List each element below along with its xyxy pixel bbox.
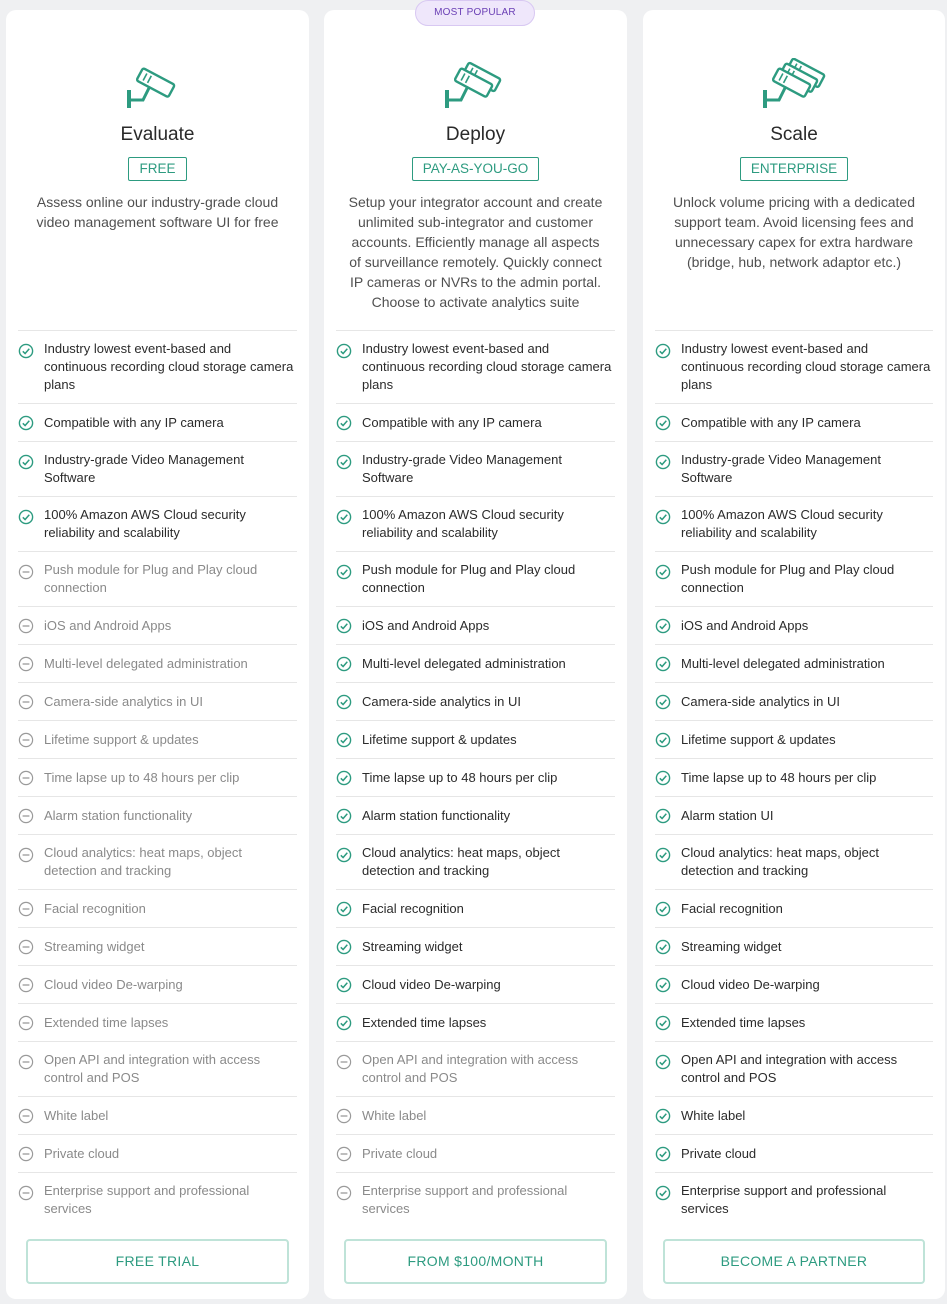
feature-item bbox=[655, 1097, 933, 1135]
feature-item bbox=[336, 797, 615, 835]
feature-item bbox=[336, 759, 615, 797]
feature-item bbox=[655, 1173, 933, 1228]
plan-description: Assess online our industry-grade cloud video management software UI for free bbox=[36, 194, 279, 230]
feature-label: 100% Amazon AWS Cloud security reliability and scalability bbox=[362, 507, 564, 540]
check-circle-icon bbox=[336, 454, 352, 470]
feature-item bbox=[18, 835, 297, 890]
feature-label: Industry-grade Video Management Software bbox=[44, 452, 244, 485]
feature-item bbox=[655, 797, 933, 835]
check-circle-icon bbox=[655, 1054, 671, 1070]
feature-label: Streaming widget bbox=[44, 938, 145, 954]
feature-item bbox=[18, 442, 297, 497]
feature-label: Streaming widget bbox=[362, 938, 463, 954]
check-circle-icon bbox=[655, 1146, 671, 1162]
feature-item bbox=[655, 331, 933, 404]
minus-circle-icon bbox=[18, 1108, 34, 1124]
feature-label: Cloud video De-warping bbox=[44, 976, 183, 992]
feature-label: Open API and integration with access control and POS bbox=[362, 1052, 579, 1085]
feature-label: Cloud analytics: heat maps, object detection and tracking bbox=[681, 845, 879, 878]
minus-circle-icon bbox=[336, 1108, 352, 1124]
feature-label: Camera-side analytics in UI bbox=[44, 693, 203, 709]
feature-item bbox=[336, 607, 615, 645]
check-circle-icon bbox=[655, 939, 671, 955]
minus-circle-icon bbox=[18, 847, 34, 863]
deploy-cta-button[interactable]: FROM $100/MONTH bbox=[344, 1239, 607, 1284]
feature-item bbox=[655, 890, 933, 928]
feature-item bbox=[18, 552, 297, 607]
minus-circle-icon bbox=[18, 939, 34, 955]
feature-label: Push module for Plug and Play cloud connection bbox=[362, 562, 576, 595]
minus-circle-icon bbox=[18, 564, 34, 580]
check-circle-icon bbox=[18, 343, 34, 359]
feature-label: Push module for Plug and Play cloud connection bbox=[44, 562, 258, 595]
feature-label: Alarm station functionality bbox=[44, 807, 193, 823]
feature-label: Cloud video De-warping bbox=[681, 976, 820, 992]
feature-item bbox=[336, 721, 615, 759]
check-circle-icon bbox=[655, 1015, 671, 1031]
feature-item bbox=[18, 928, 297, 966]
plan-pricing-badge: ENTERPRISE bbox=[740, 157, 848, 181]
feature-item bbox=[18, 1097, 297, 1135]
feature-label: Lifetime support & updates bbox=[44, 731, 199, 747]
feature-label: 100% Amazon AWS Cloud security reliability and scalability bbox=[681, 507, 883, 540]
feature-label: Facial recognition bbox=[44, 900, 146, 916]
plan-card-evaluate bbox=[6, 10, 309, 1299]
feature-item bbox=[655, 1004, 933, 1042]
feature-item bbox=[18, 607, 297, 645]
feature-list bbox=[18, 330, 297, 1228]
check-circle-icon bbox=[18, 454, 34, 470]
feature-label: Lifetime support & updates bbox=[681, 731, 836, 747]
feature-label: iOS and Android Apps bbox=[681, 617, 809, 633]
feature-label: Multi-level delegated administration bbox=[362, 655, 566, 671]
check-circle-icon bbox=[655, 847, 671, 863]
minus-circle-icon bbox=[18, 1146, 34, 1162]
feature-item bbox=[18, 645, 297, 683]
check-circle-icon bbox=[336, 1015, 352, 1031]
minus-circle-icon bbox=[18, 901, 34, 917]
feature-item bbox=[336, 404, 615, 442]
feature-label: Push module for Plug and Play cloud connection bbox=[681, 562, 895, 595]
check-circle-icon bbox=[336, 732, 352, 748]
check-circle-icon bbox=[336, 770, 352, 786]
feature-label: Extended time lapses bbox=[44, 1014, 169, 1030]
check-circle-icon bbox=[655, 343, 671, 359]
feature-label: Streaming widget bbox=[681, 938, 782, 954]
minus-circle-icon bbox=[18, 1015, 34, 1031]
feature-item bbox=[336, 683, 615, 721]
check-circle-icon bbox=[655, 618, 671, 634]
minus-circle-icon bbox=[18, 1054, 34, 1070]
minus-circle-icon bbox=[18, 770, 34, 786]
feature-item bbox=[655, 1135, 933, 1173]
feature-item bbox=[655, 645, 933, 683]
feature-item bbox=[336, 331, 615, 404]
feature-label: 100% Amazon AWS Cloud security reliability and scalability bbox=[44, 507, 246, 540]
feature-item bbox=[18, 1173, 297, 1228]
check-circle-icon bbox=[336, 656, 352, 672]
check-circle-icon bbox=[655, 770, 671, 786]
minus-circle-icon bbox=[18, 977, 34, 993]
feature-item bbox=[18, 890, 297, 928]
double-camera-icon bbox=[441, 58, 511, 114]
feature-label: White label bbox=[362, 1107, 427, 1123]
feature-item bbox=[655, 404, 933, 442]
check-circle-icon bbox=[336, 564, 352, 580]
feature-item bbox=[336, 1042, 615, 1097]
minus-circle-icon bbox=[18, 808, 34, 824]
check-circle-icon bbox=[336, 808, 352, 824]
feature-label: Private cloud bbox=[362, 1145, 438, 1161]
feature-item bbox=[336, 928, 615, 966]
check-circle-icon bbox=[655, 564, 671, 580]
plan-description: Setup your integrator account and create unlimited sub-integrator and customer accounts. Efficiently manage all aspects of surveillance remotely. Quickly connect IP cameras or NVRs to the admin portal. Choose to activate analytics suite bbox=[348, 194, 603, 310]
feature-item bbox=[336, 1097, 615, 1135]
check-circle-icon bbox=[336, 977, 352, 993]
feature-label: Camera-side analytics in UI bbox=[681, 693, 840, 709]
feature-label: Lifetime support & updates bbox=[362, 731, 517, 747]
feature-label: Industry lowest event-based and continuous recording cloud storage camera plans bbox=[44, 341, 294, 392]
scale-cta-button[interactable]: BECOME A PARTNER bbox=[663, 1239, 925, 1284]
feature-item bbox=[655, 552, 933, 607]
feature-label: White label bbox=[681, 1107, 746, 1123]
feature-item bbox=[336, 1173, 615, 1228]
feature-item bbox=[336, 835, 615, 890]
feature-item bbox=[18, 683, 297, 721]
check-circle-icon bbox=[655, 509, 671, 525]
feature-label: Facial recognition bbox=[362, 900, 464, 916]
check-circle-icon bbox=[336, 415, 352, 431]
feature-label: Alarm station UI bbox=[681, 807, 774, 823]
plan-card-scale bbox=[643, 10, 945, 1299]
feature-item bbox=[655, 835, 933, 890]
minus-circle-icon bbox=[18, 732, 34, 748]
feature-label: Compatible with any IP camera bbox=[681, 414, 861, 430]
check-circle-icon bbox=[655, 656, 671, 672]
minus-circle-icon bbox=[336, 1185, 352, 1201]
feature-item bbox=[336, 497, 615, 552]
check-circle-icon bbox=[336, 901, 352, 917]
single-camera-icon bbox=[123, 58, 193, 114]
feature-label: Enterprise support and professional services bbox=[362, 1183, 568, 1216]
feature-label: Time lapse up to 48 hours per clip bbox=[362, 769, 558, 785]
feature-label: Enterprise support and professional services bbox=[681, 1183, 887, 1216]
feature-item bbox=[336, 552, 615, 607]
minus-circle-icon bbox=[18, 1185, 34, 1201]
feature-item bbox=[18, 721, 297, 759]
feature-label: iOS and Android Apps bbox=[44, 617, 172, 633]
minus-circle-icon bbox=[18, 618, 34, 634]
feature-label: Cloud video De-warping bbox=[362, 976, 501, 992]
feature-label: Industry lowest event-based and continuous recording cloud storage camera plans bbox=[681, 341, 931, 392]
feature-item bbox=[336, 1004, 615, 1042]
check-circle-icon bbox=[655, 694, 671, 710]
feature-item bbox=[336, 966, 615, 1004]
feature-item bbox=[18, 497, 297, 552]
check-circle-icon bbox=[336, 618, 352, 634]
feature-item bbox=[655, 928, 933, 966]
feature-label: White label bbox=[44, 1107, 109, 1123]
feature-label: Open API and integration with access control and POS bbox=[44, 1052, 261, 1085]
feature-label: Compatible with any IP camera bbox=[362, 414, 542, 430]
plan-title: Evaluate bbox=[120, 124, 195, 145]
feature-item bbox=[18, 759, 297, 797]
feature-item bbox=[336, 890, 615, 928]
check-circle-icon bbox=[336, 694, 352, 710]
feature-label: Cloud analytics: heat maps, object detection and tracking bbox=[362, 845, 560, 878]
feature-item bbox=[18, 404, 297, 442]
feature-item bbox=[336, 645, 615, 683]
check-circle-icon bbox=[655, 808, 671, 824]
feature-item bbox=[18, 331, 297, 404]
feature-item bbox=[655, 759, 933, 797]
check-circle-icon bbox=[655, 1185, 671, 1201]
most-popular-badge: MOST POPULAR bbox=[415, 0, 535, 26]
feature-item bbox=[18, 1004, 297, 1042]
feature-label: iOS and Android Apps bbox=[362, 617, 490, 633]
feature-label: Industry-grade Video Management Software bbox=[681, 452, 881, 485]
check-circle-icon bbox=[18, 509, 34, 525]
feature-label: Extended time lapses bbox=[362, 1014, 487, 1030]
feature-label: Alarm station functionality bbox=[362, 807, 511, 823]
feature-list bbox=[336, 330, 615, 1228]
feature-label: Cloud analytics: heat maps, object detection and tracking bbox=[44, 845, 242, 878]
check-circle-icon bbox=[655, 901, 671, 917]
feature-label: Extended time lapses bbox=[681, 1014, 806, 1030]
feature-label: Private cloud bbox=[681, 1145, 757, 1161]
plan-pricing-badge: FREE bbox=[128, 157, 186, 181]
feature-item bbox=[336, 442, 615, 497]
feature-item bbox=[655, 607, 933, 645]
plan-card-deploy bbox=[324, 7, 627, 1299]
feature-label: Enterprise support and professional services bbox=[44, 1183, 250, 1216]
feature-label: Camera-side analytics in UI bbox=[362, 693, 521, 709]
feature-label: Industry lowest event-based and continuous recording cloud storage camera plans bbox=[362, 341, 612, 392]
plan-pricing-badge: PAY-AS-YOU-GO bbox=[412, 157, 540, 181]
feature-list bbox=[655, 330, 933, 1228]
feature-item bbox=[655, 1042, 933, 1097]
minus-circle-icon bbox=[336, 1146, 352, 1162]
check-circle-icon bbox=[655, 454, 671, 470]
feature-item bbox=[336, 1135, 615, 1173]
check-circle-icon bbox=[336, 509, 352, 525]
feature-item bbox=[655, 966, 933, 1004]
feature-item bbox=[18, 966, 297, 1004]
check-circle-icon bbox=[336, 939, 352, 955]
plan-title: Deploy bbox=[445, 124, 506, 145]
plan-description: Unlock volume pricing with a dedicated support team. Avoid licensing fees and unnecessary capex for extra hardware (bridge, hub, network adaptor etc.) bbox=[672, 194, 915, 270]
feature-item bbox=[655, 683, 933, 721]
feature-item bbox=[655, 497, 933, 552]
feature-item bbox=[655, 442, 933, 497]
feature-label: Industry-grade Video Management Software bbox=[362, 452, 562, 485]
feature-item bbox=[18, 797, 297, 835]
evaluate-cta-button[interactable]: FREE TRIAL bbox=[26, 1239, 289, 1284]
feature-label: Open API and integration with access control and POS bbox=[681, 1052, 898, 1085]
feature-label: Private cloud bbox=[44, 1145, 120, 1161]
multi-camera-icon bbox=[759, 58, 829, 114]
check-circle-icon bbox=[336, 343, 352, 359]
feature-item bbox=[655, 721, 933, 759]
check-circle-icon bbox=[655, 415, 671, 431]
feature-label: Time lapse up to 48 hours per clip bbox=[681, 769, 877, 785]
check-circle-icon bbox=[18, 415, 34, 431]
check-circle-icon bbox=[655, 977, 671, 993]
feature-item bbox=[18, 1042, 297, 1097]
minus-circle-icon bbox=[18, 694, 34, 710]
minus-circle-icon bbox=[336, 1054, 352, 1070]
feature-label: Multi-level delegated administration bbox=[44, 655, 248, 671]
feature-label: Time lapse up to 48 hours per clip bbox=[44, 769, 240, 785]
check-circle-icon bbox=[655, 1108, 671, 1124]
feature-label: Facial recognition bbox=[681, 900, 783, 916]
feature-label: Compatible with any IP camera bbox=[44, 414, 224, 430]
check-circle-icon bbox=[655, 732, 671, 748]
minus-circle-icon bbox=[18, 656, 34, 672]
feature-item bbox=[18, 1135, 297, 1173]
check-circle-icon bbox=[336, 847, 352, 863]
plan-title: Scale bbox=[770, 124, 818, 145]
feature-label: Multi-level delegated administration bbox=[681, 655, 885, 671]
